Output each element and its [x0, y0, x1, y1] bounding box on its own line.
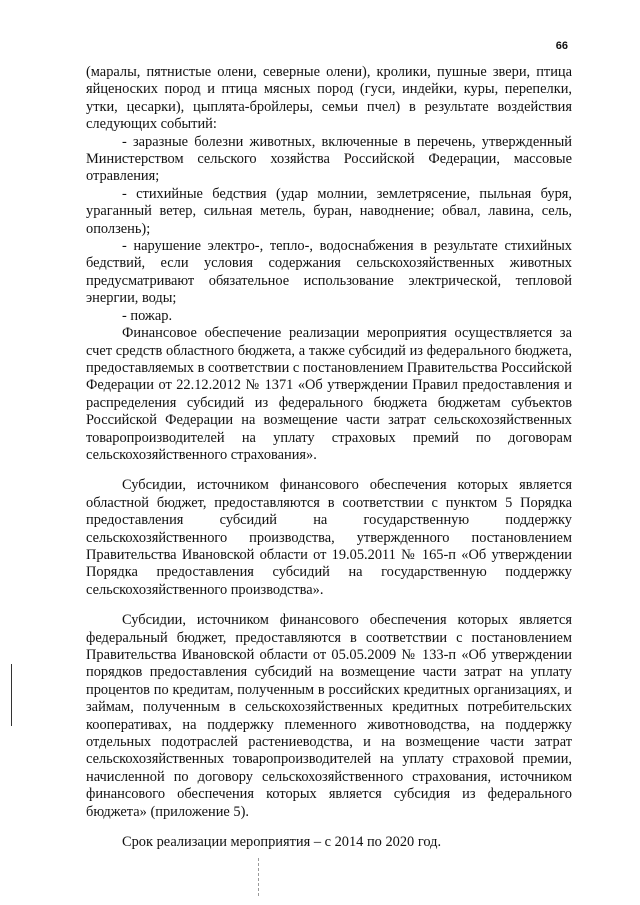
paragraph-federal-subsidies: Субсидии, источником финансового обеспечения которых является федеральный бюджет, предоставляются в соответствии с постановлением Правительства Ивановской области от 05.05.2009 № 133-п «Об утверждении порядков предоставления субсидий на возмещение части затрат на уплату процентов по кредитам, полученным в российских кредитных организациях, и займам, полученным в сельскохозяйственных кредитных потребительских кооперативах, на поддержку племенного животноводства, на поддержку отдельных подотраслей растениеводства, и на возмещение части затрат сельскохозяйственных товаропроизводителей на уплату страховой премии, начисленной по договору сельскохозяйственного страхования, источником финансового обеспечения которых является субсидия из федерального бюджета» (приложение 5). [86, 612, 572, 820]
list-item-utility-disruption: - нарушение электро-, тепло-, водоснабжения в результате стихийных бедствий, если условия содержания сельскохозяйственных животных предусматривают обязательное использование электрической, тепловой энергии, воды; [86, 238, 572, 307]
list-item-diseases: - заразные болезни животных, включенные в перечень, утвержденный Министерством сельского хозяйства Российской Федерации, массовые отравления; [86, 133, 572, 185]
paragraph-regional-subsidies: Субсидии, источником финансового обеспечения которых является областной бюджет, предоставляются в соответствии с пунктом 5 Порядка предоставления субсидий на государственную поддержку сельскохозяйственного производства, утвержденного постановлением Правительства Ивановской области от 19.05.2011 № 165-п «Об утверждении Порядка предоставления субсидий на государственную поддержку сельскохозяйственного производства». [86, 477, 572, 598]
margin-mark [11, 664, 12, 726]
paragraph-financing: Финансовое обеспечение реализации мероприятия осуществляется за счет средств областного бюджета, а также субсидий из федерального бюджета, предоставляемых в соответствии с постановлением Правительства Российской Федерации от 22.12.2012 № 1371 «Об утверждении Правил предоставления и распределения субсидий из федерального бюджета бюджетам субъектов Российской Федерации на возмещение части затрат сельскохозяйственных товаропроизводителей на уплату страховых премий по договорам сельскохозяйственного страхования». [86, 325, 572, 463]
paragraph-continuation: (маралы, пятнистые олени, северные олени), кролики, пушные звери, птица яйценоских пород и птица мясных пород (гуси, индейки, куры, перепелки, утки, цесарки), цыплята-бройлеры, семьи пчел) в результате воздействия следующих событий: [86, 64, 572, 133]
list-item-natural-disasters: - стихийные бедствия (удар молнии, землетрясение, пыльная буря, ураганный ветер, сильная метель, буран, наводнение; обвал, лавина, сель, оползень); [86, 185, 572, 237]
paragraph-implementation-period: Срок реализации мероприятия – с 2014 по 2020 год. [122, 834, 442, 851]
list-item-fire: - пожар. [122, 307, 173, 324]
document-body [86, 64, 572, 851]
scan-fold-mark [258, 858, 259, 896]
page-number: 66 [555, 40, 568, 52]
